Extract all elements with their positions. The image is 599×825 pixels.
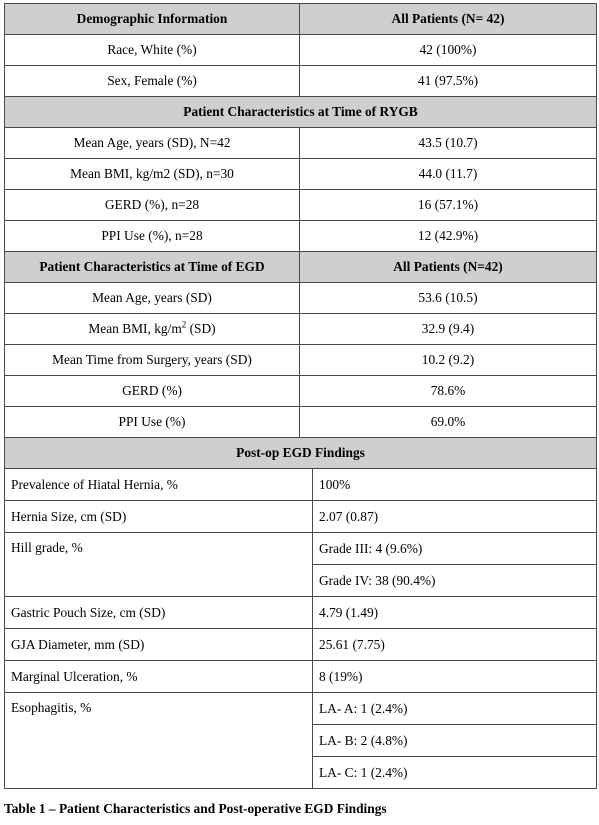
patient-characteristics-table	[4, 3, 597, 438]
row-label: Race, White (%)	[5, 35, 300, 66]
bmi-label-suffix: (SD)	[186, 321, 216, 336]
table-container	[4, 3, 596, 789]
row-value: 4.79 (1.49)	[313, 597, 597, 629]
egd-header-row	[5, 252, 597, 283]
findings-table	[4, 437, 597, 789]
row-label: Mean Age, years (SD), N=42	[5, 128, 300, 159]
row-label: Mean Time from Surgery, years (SD)	[5, 345, 300, 376]
table-row	[5, 190, 597, 221]
row-value: 10.2 (9.2)	[300, 345, 597, 376]
table-row	[5, 66, 597, 97]
demographic-header-label: Demographic Information	[5, 4, 300, 35]
row-label: Esophagitis, %	[5, 693, 313, 789]
row-value: Grade IV: 38 (90.4%)	[313, 565, 597, 597]
row-label: PPI Use (%)	[5, 407, 300, 438]
row-label: Sex, Female (%)	[5, 66, 300, 97]
table-row	[5, 221, 597, 252]
rygb-header-row	[5, 97, 597, 128]
row-label	[5, 314, 300, 345]
row-value: 25.61 (7.75)	[313, 629, 597, 661]
demographic-header-all-patients: All Patients (N= 42)	[300, 4, 597, 35]
table-row	[5, 376, 597, 407]
table-row	[5, 469, 597, 501]
row-value: 78.6%	[300, 376, 597, 407]
row-value: 32.9 (9.4)	[300, 314, 597, 345]
row-value: 43.5 (10.7)	[300, 128, 597, 159]
table-row	[5, 283, 597, 314]
row-value: 2.07 (0.87)	[313, 501, 597, 533]
row-value: 44.0 (11.7)	[300, 159, 597, 190]
row-value: 41 (97.5%)	[300, 66, 597, 97]
row-value: LA- B: 2 (4.8%)	[313, 725, 597, 757]
table-row	[5, 533, 597, 565]
table-row	[5, 345, 597, 376]
row-label: Hernia Size, cm (SD)	[5, 501, 313, 533]
bmi-label-superscript: 2	[181, 319, 187, 330]
findings-header: Post-op EGD Findings	[5, 438, 597, 469]
row-value: 16 (57.1%)	[300, 190, 597, 221]
row-label: Hill grade, %	[5, 533, 313, 597]
row-label: Prevalence of Hiatal Hernia, %	[5, 469, 313, 501]
row-label: Marginal Ulceration, %	[5, 661, 313, 693]
table-caption: Table 1 – Patient Characteristics and Post-operative EGD Findings	[4, 801, 387, 816]
egd-header-label: Patient Characteristics at Time of EGD	[5, 252, 300, 283]
table-row	[5, 629, 597, 661]
table-row	[5, 501, 597, 533]
demographic-header-row	[5, 4, 597, 35]
row-label: Mean Age, years (SD)	[5, 283, 300, 314]
row-value: 8 (19%)	[313, 661, 597, 693]
row-label: Mean BMI, kg/m2 (SD), n=30	[5, 159, 300, 190]
row-value: 42 (100%)	[300, 35, 597, 66]
row-value: 69.0%	[300, 407, 597, 438]
row-label: Gastric Pouch Size, cm (SD)	[5, 597, 313, 629]
row-value: 53.6 (10.5)	[300, 283, 597, 314]
row-value: LA- A: 1 (2.4%)	[313, 693, 597, 725]
table-row	[5, 314, 597, 345]
findings-header-row	[5, 438, 597, 469]
table-row	[5, 661, 597, 693]
table-row	[5, 693, 597, 725]
row-value: 100%	[313, 469, 597, 501]
row-value: 12 (42.9%)	[300, 221, 597, 252]
table-row	[5, 597, 597, 629]
row-value: LA- C: 1 (2.4%)	[313, 757, 597, 789]
row-label: GERD (%)	[5, 376, 300, 407]
row-value: Grade III: 4 (9.6%)	[313, 533, 597, 565]
row-label: GJA Diameter, mm (SD)	[5, 629, 313, 661]
egd-header-all-patients: All Patients (N=42)	[300, 252, 597, 283]
table-row	[5, 407, 597, 438]
table-row	[5, 128, 597, 159]
row-label: PPI Use (%), n=28	[5, 221, 300, 252]
bmi-label-text: Mean BMI, kg/m	[88, 321, 182, 336]
row-label: GERD (%), n=28	[5, 190, 300, 221]
table-row	[5, 35, 597, 66]
rygb-header: Patient Characteristics at Time of RYGB	[5, 97, 597, 128]
table-row	[5, 159, 597, 190]
